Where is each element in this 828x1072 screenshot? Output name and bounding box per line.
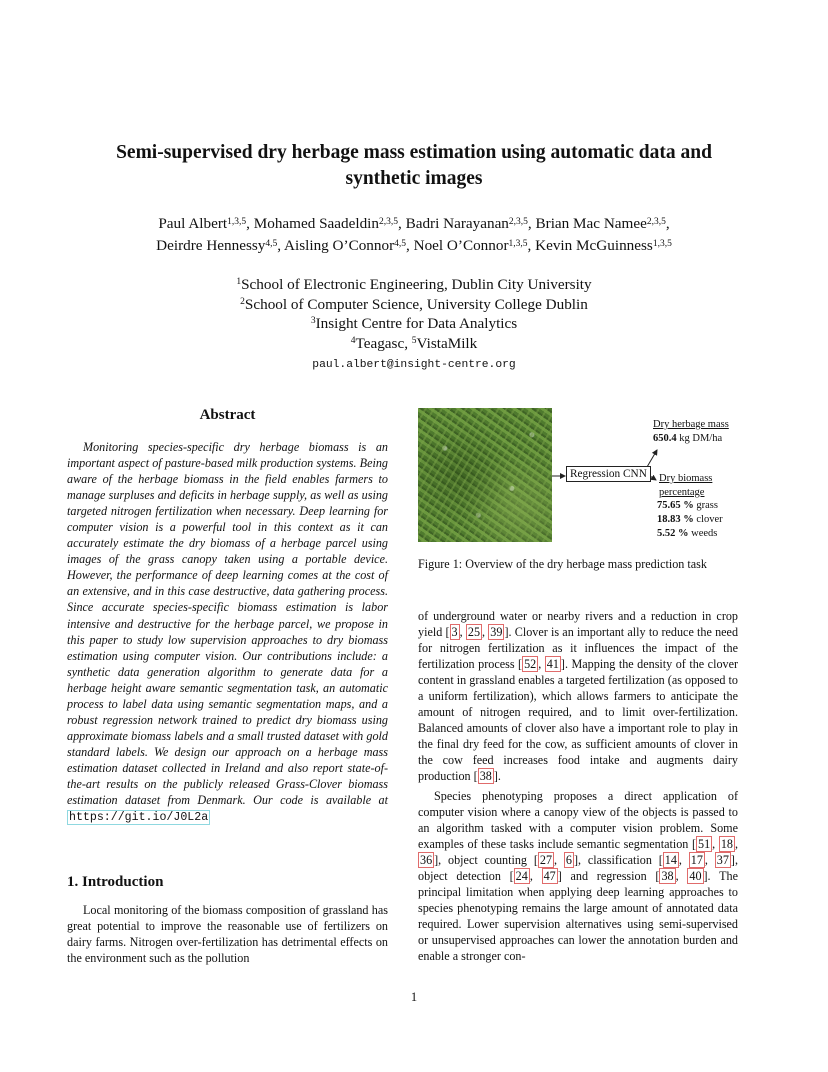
intro-paragraph: Local monitoring of the biomass composition of grassland has great potential to improve the reasonable use of fertilizers on dairy farms. Nitrogen over-fertilization has detrimental effects on the environment such as the pollution — [67, 903, 388, 966]
percentage-row: 75.65 % grass — [657, 500, 718, 511]
citation-link[interactable]: 37 — [716, 853, 729, 868]
citation-link[interactable]: 24 — [515, 869, 528, 884]
citation-link[interactable]: 41 — [546, 657, 559, 672]
citation-link[interactable]: 27 — [539, 853, 553, 868]
affiliation: $^1$School of Electronic Engineering, Dublin City University — [236, 276, 592, 293]
regression-cnn-box: Regression CNN — [566, 466, 651, 482]
citation-link[interactable]: 17 — [690, 853, 703, 868]
author-name: Deirdre Hennessy — [156, 237, 266, 254]
citation-link[interactable]: 14 — [664, 853, 677, 868]
affiliation: $^2$School of Computer Science, University College Dublin — [240, 295, 588, 313]
citation-link[interactable]: 51 — [698, 837, 711, 852]
author-name: Paul Albert — [158, 215, 228, 232]
biomass-percentages — [657, 499, 723, 541]
abstract-body: Monitoring species-specific dry herbage biomass is an important aspect of pasture-based milk production systems. Being aware of the herbage biomass in the field enables farmers to manage surpluses and deficits in herbage supply, as well as using targeted nitrogen fertilization when necessary. Deep learning for computer vision is a powerful tool in this context as it can accurately estimate the dry biomass of a herbage parcel using images of the grass canopy taken using a portable device. However, the performance of deep learning comes at the cost of an extensive, and in this case destructive, data gathering process. Since accurate species-specific biomass estimation is labor intensive and destructive for the herbage parcel, we propose in this paper to study low supervision approaches to dry biomass estimation using computer vision. Our contributions include: a synthetic data generation algorithm to generate data for a herbage height aware semantic segmentation task, an automatic process to label data using semantic segmentation maps, and a robust regression network trained to predict dry biomass using approximate biomass labels and a small trusted dataset with gold standard labels. We design our approach on a herbage mass estimation dataset collected in Ireland and also report state-of-the-art results on the publicly released Grass-Clover biomass estimation dataset from Denmark. Our code is available at https://git.io/J0L2a — [67, 440, 388, 825]
arrow-to-mass — [647, 450, 657, 467]
body-paragraph: Species phenotyping proposes a direct application of computer vision where a canopy view of the objects is passed to an algorithm tasked with a computer vision problem. Some examples of these tasks include semantic segmentation [ 51 , 18 , 36 ], object counting [ 27 , 6 ], classification [ 14 , 17 , 37 ], object detection [ 24 , 47 ] and regression [ 38 , 40 ]. The principal limitation when applying deep learning approaches to species phenotyping remains the large amount of annotated data required. Lower supervision alternatives using semi-supervised or unsupervised approaches can lower the annotation burden and enable a stronger con- — [418, 789, 738, 964]
paper-title: Semi-supervised dry herbage mass estimation using automatic data and synthetic images — [116, 142, 712, 189]
code-link[interactable]: https://git.io/J0L2a — [69, 811, 209, 825]
contact-email: paul.albert@insight-centre.org — [312, 359, 516, 371]
citation-link[interactable]: 38 — [661, 869, 674, 884]
citation-link[interactable]: 6 — [565, 853, 572, 868]
dry-mass-output: Dry herbage mass 650.4 kg DM/ha — [653, 419, 729, 444]
percentage-row: 18.83 % clover — [657, 514, 723, 525]
abstract-heading: Abstract — [199, 407, 256, 423]
citation-link[interactable]: 52 — [524, 657, 537, 672]
body-paragraph: of underground water or nearby rivers and a reduction in crop yield [ 3 , 25 , 39 ]. Clover is an important ally to reduce the need for nitrogen fertilization as it influences the impact of the fertilization process [ 52 , 41 ]. Mapping the density of the clover content in grassland enables a targeted fertilization (as opposed to a uniform fertilization), which allows farmers to anticipate the amount of nitrogen required, and to limit over-fertilization. Balanced amounts of clover also have a important role to play in the final dry feed for the cow, as sufficient amounts of clover in the cow feed increases food intake and augments dairy production [ 38 ]. — [418, 609, 739, 784]
grass-canopy-image — [418, 408, 552, 542]
author-name: Brian Mac Namee — [535, 215, 647, 232]
author-name: Badri Narayanan — [405, 215, 509, 232]
author-name: Aisling O’Connor — [284, 237, 395, 254]
citation-link[interactable]: 40 — [689, 869, 702, 884]
page-number: 1 — [410, 990, 418, 1004]
citation-link[interactable]: 38 — [479, 769, 492, 784]
affiliation: $^3$Insight Centre for Data Analytics — [310, 315, 518, 332]
citation-link[interactable]: 39 — [490, 625, 503, 640]
figure-caption: Figure 1: Overview of the dry herbage mass prediction task — [418, 557, 707, 571]
section-heading: 1. Introduction — [67, 874, 164, 890]
citation-link[interactable]: 47 — [543, 869, 556, 884]
citation-link[interactable]: 25 — [467, 625, 481, 640]
author-name: Kevin McGuinness — [535, 237, 653, 254]
biomass-percentage-label: Dry biomass percentage — [659, 473, 713, 498]
citation-link[interactable]: 18 — [720, 837, 733, 852]
affiliations — [100, 275, 728, 376]
author-list: Paul Albert$^{1,3,5}$, Mohamed Saadeldin$^{2,3,5}$, Badri Narayanan$^{2,3,5}$, Brian Mac Namee$^{2,3,5}$, Deirdre Hennessy$^{4,5}$, Aisling O’Connor$^{4,5}$, Noel O’Connor$^{1,3,5}$, Kevin McGuinness$^{1,3,5}$ — [156, 215, 672, 254]
author-name: Mohamed Saadeldin — [253, 215, 379, 232]
citation-link[interactable]: 36 — [420, 853, 433, 868]
citation-link[interactable]: 3 — [451, 625, 458, 640]
author-name: Noel O’Connor — [413, 237, 509, 254]
percentage-row: 5.52 % weeds — [657, 528, 718, 539]
affiliation: $^4$Teagasc, $^5$VistaMilk — [350, 334, 478, 352]
